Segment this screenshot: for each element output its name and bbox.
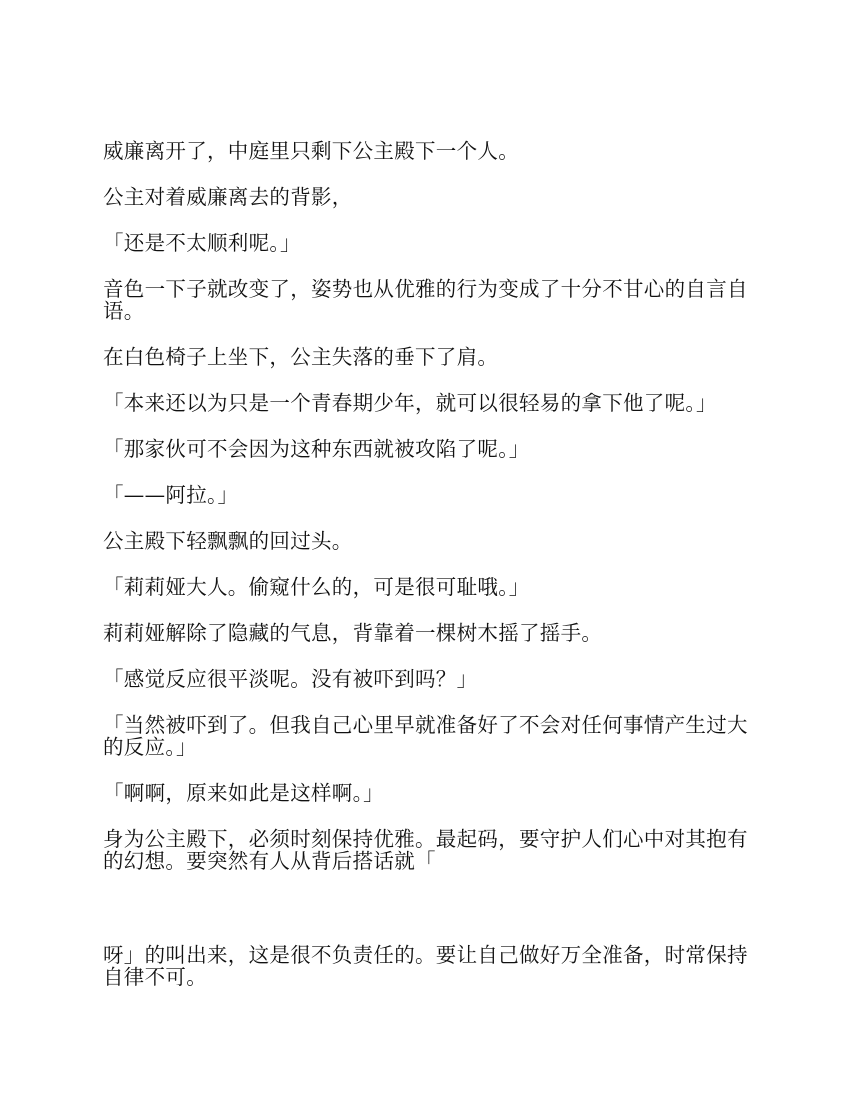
document-body (103, 140, 755, 988)
paragraph: 「——阿拉。」 (103, 483, 239, 507)
paragraph: 音色一下子就改变了，姿势也从优雅的行为变成了十分不甘心的自言自语。 (103, 277, 748, 323)
paragraph: 莉莉娅解除了隐藏的气息，背靠着一棵树木摇了摇手。 (103, 621, 603, 645)
paragraph: 威廉离开了，中庭里只剩下公主殿下一个人。 (103, 139, 519, 163)
paragraph: 「本来还以为只是一个青春期少年，就可以很轻易的拿下他了呢。」 (103, 391, 717, 415)
paragraph: 「莉莉娅大人。偷窥什么的，可是很可耻哦。」 (103, 575, 530, 599)
paragraph: 公主对着威廉离去的背影， (103, 185, 353, 209)
paragraph: 公主殿下轻飘飘的回过头。 (103, 529, 353, 553)
paragraph: 身为公主殿下，必须时刻保持优雅。最起码，要守护人们心中对其抱有的幻想。要突然有人从背后搭话就「 (103, 827, 748, 873)
paragraph: 「啊啊，原来如此是这样啊。」 (103, 781, 384, 805)
paragraph: 「当然被吓到了。但我自己心里早就准备好了不会对任何事情产生过大的反应。」 (103, 713, 748, 759)
paragraph: 呀」的叫出来，这是很不负责任的。要让自己做好万全准备，时常保持自律不可。 (103, 943, 748, 989)
paragraph: 在白色椅子上坐下，公主失落的垂下了肩。 (103, 345, 499, 369)
paragraph: 「感觉反应很平淡呢。没有被吓到吗？」 (103, 667, 478, 691)
paragraph: 「还是不太顺利呢。」 (103, 231, 301, 255)
paragraph: 「那家伙可不会因为这种东西就被攻陷了呢。」 (103, 437, 530, 461)
